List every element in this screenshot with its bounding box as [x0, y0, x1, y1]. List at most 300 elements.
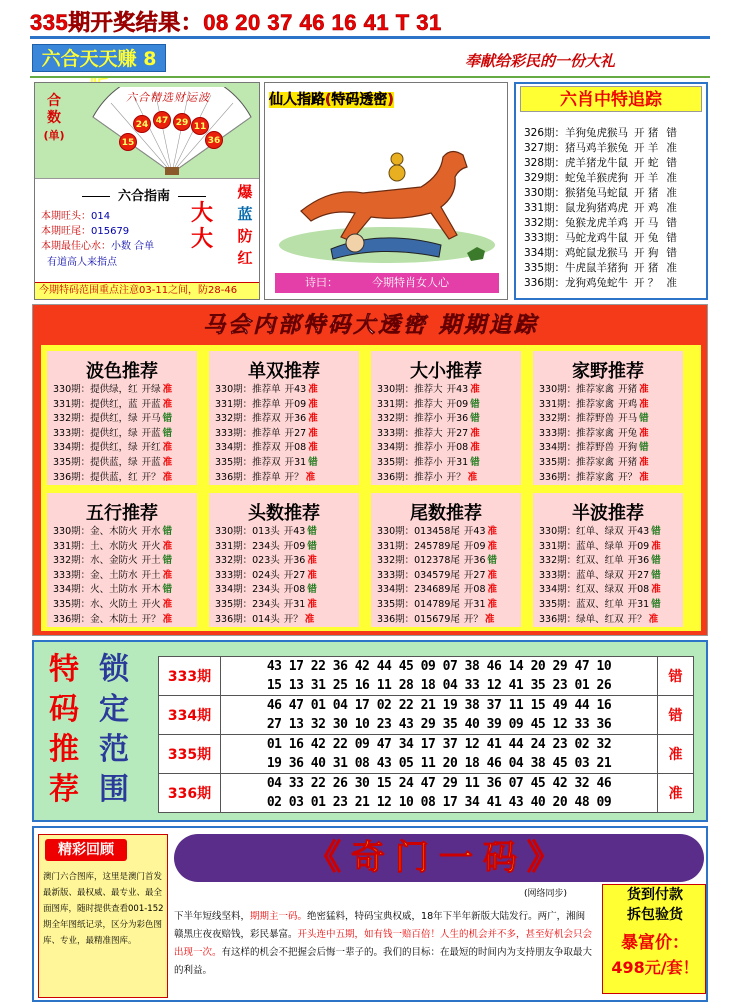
section-title: 马会内部特码大透密 期期追踪 — [203, 312, 539, 338]
lock-period: 336期 — [159, 774, 221, 813]
guide-line — [41, 237, 154, 252]
card-row-pick: 333期：提供红，绿 — [53, 427, 138, 439]
card-row-pick: 336期：金、木防土 — [53, 613, 138, 625]
lock-result: 准 — [658, 774, 694, 813]
zodiac-period: 334期： — [524, 247, 566, 259]
card-row-open: 开09 — [283, 540, 306, 552]
card-row-open: 开43 — [283, 526, 306, 537]
number-ball: 29 — [173, 113, 191, 131]
card-row — [53, 525, 172, 540]
card-row-open: 开马 — [141, 413, 161, 425]
card-row-pick: 333期：蓝单、绿双 — [539, 569, 624, 581]
card-row-pick: 336期：推荐家禽 — [539, 471, 615, 483]
card-row-open: 开09 — [627, 540, 650, 552]
card-row — [539, 569, 661, 584]
card-row-result: 准 — [304, 613, 315, 625]
card-row-pick: 331期：推荐大 — [377, 398, 443, 410]
card-row-result: 准 — [487, 526, 498, 537]
inside-secrets-section — [32, 304, 708, 636]
card-row-result: 错 — [639, 413, 649, 425]
card-title: 大小推荐 — [410, 361, 482, 382]
card-row — [377, 525, 497, 540]
card-row-open: 开蓝 — [141, 456, 161, 468]
cod-line: 拆包验货 — [627, 907, 683, 923]
card-list — [539, 383, 649, 485]
card-row — [53, 412, 172, 427]
zodiac-period: 328期： — [524, 157, 566, 169]
card-row-open: 开31 — [446, 456, 469, 468]
recommend-card — [47, 493, 197, 627]
lock-numbers-line: 01 16 42 22 09 47 34 17 37 12 41 44 24 23 02 32 — [266, 737, 612, 752]
zodiac-row — [524, 171, 704, 186]
bao-column — [235, 181, 255, 269]
lock-row — [159, 696, 694, 735]
guide-line-label: 本期旺尾： — [41, 226, 91, 237]
lock-numbers-line: 02 03 01 23 21 12 10 08 17 34 41 43 40 20 48 09 — [266, 795, 612, 810]
lock-result: 错 — [658, 696, 694, 735]
lock-period: 334期 — [159, 696, 221, 735]
recommend-card — [209, 493, 359, 627]
card-row-pick: 333期：推荐家禽 — [539, 427, 615, 439]
card-row-pick: 331期：推荐单 — [215, 398, 281, 410]
card-row-result: 准 — [307, 598, 317, 610]
card-row-pick: 334期：推荐野兽 — [539, 442, 615, 454]
card-row — [53, 613, 172, 628]
lock-left-char: 荐 — [49, 772, 79, 807]
lock-right-char: 范 — [99, 732, 129, 767]
zodiac-open: 开 蛇 — [634, 157, 659, 169]
big-char: 大 — [191, 227, 214, 252]
card-row-open: 开？ — [283, 613, 303, 625]
card-row-open: 开猪 — [618, 384, 638, 395]
card-row — [215, 554, 317, 569]
card-row-result: 准 — [307, 569, 317, 581]
card-row-pick: 335期：推荐小 — [377, 456, 443, 468]
zodiac-open: 开 狗 — [634, 247, 659, 259]
card-row — [53, 383, 172, 398]
card-row-pick: 330期：推荐大 — [377, 384, 443, 395]
card-row — [215, 412, 318, 427]
card-row-open: 开27 — [283, 569, 306, 581]
card-row-open: 开31 — [283, 598, 306, 610]
lock-numbers — [221, 696, 658, 735]
lock-numbers-line: 27 13 32 30 10 23 43 29 35 40 39 09 45 12 33 36 — [266, 717, 612, 732]
card-row — [215, 525, 317, 540]
card-row-open: 开红 — [141, 442, 161, 454]
card-title: 单双推荐 — [248, 361, 320, 382]
card-row — [539, 525, 661, 540]
card-list — [377, 525, 497, 627]
recommend-card — [47, 351, 197, 485]
card-row-open: 开火 — [141, 540, 161, 552]
desc-part: 绝密猛料，特码宝典权威，18年下半年新版大陆发行。两广，湘闽赣黑庄夜夜赔钱，彩民暴富。 — [174, 911, 586, 940]
card-row — [377, 398, 480, 413]
card-row-open: 开36 — [284, 413, 307, 425]
lock-numbers-line: 15 13 31 25 16 11 28 18 04 33 12 41 35 23 01 26 — [266, 678, 612, 693]
lock-left-label — [44, 650, 84, 810]
zodiac-result: 错 — [666, 127, 677, 139]
card-row-result: 准 — [639, 398, 649, 410]
card-row-result: 准 — [162, 442, 173, 454]
card-row-result: 准 — [467, 471, 478, 483]
recap-title: 精彩回顾 — [45, 839, 127, 861]
recap-body: 澳门六合图库，这里是澳门首发最新版、最权威、最专业、最全面图库，随时提供查看001-152期全年图纸记录，区分为彩色图库、专业，最精准图库。 — [43, 872, 164, 946]
card-row-result: 准 — [162, 613, 173, 625]
card-row-open: 开08 — [463, 584, 486, 596]
panel3-title: 六肖中特追踪 — [520, 86, 702, 112]
card-row — [53, 427, 172, 442]
card-row — [539, 554, 661, 569]
zodiac-result: 准 — [666, 262, 677, 274]
card-row — [53, 569, 172, 584]
zodiac-open: 开 羊 — [634, 142, 659, 154]
card-row-result: 错 — [162, 526, 173, 537]
recommend-grid — [41, 345, 701, 631]
immortal-guide-panel — [264, 82, 508, 300]
number-ball: 36 — [205, 131, 223, 149]
card-row-pick: 330期：013头 — [215, 526, 280, 537]
card-row — [215, 613, 317, 628]
zodiac-open: 开 鸡 — [634, 202, 659, 214]
fan-box — [35, 83, 259, 179]
card-title: 半波推荐 — [572, 503, 644, 524]
card-row-result: 准 — [487, 584, 498, 596]
card-row-open: 开09 — [463, 540, 486, 552]
card-row — [215, 441, 318, 456]
card-row-pick: 333期：推荐单 — [215, 427, 281, 439]
card-row-pick: 333期：金、土防水 — [53, 569, 138, 581]
card-row-open: 开绿 — [141, 384, 161, 395]
zodiac-row — [524, 246, 704, 261]
zodiac-period: 331期： — [524, 202, 566, 214]
card-row-result: 错 — [639, 442, 649, 454]
card-row-result: 错 — [307, 540, 317, 552]
card-row — [539, 441, 649, 456]
lock-left-char: 码 — [49, 692, 79, 727]
card-row-open: 开27 — [627, 569, 650, 581]
zodiac-result: 准 — [666, 187, 677, 199]
lock-right-label — [94, 650, 134, 810]
card-row — [215, 398, 318, 413]
card-row-pick: 332期：推荐小 — [377, 413, 443, 425]
lock-row — [159, 735, 694, 774]
card-row-pick: 333期：034579尾 — [377, 569, 460, 581]
qimen-title: 《奇门一码》 — [307, 838, 571, 878]
card-row-result: 准 — [651, 584, 661, 596]
card-row-open: 开狗 — [618, 442, 638, 454]
six-zodiac-panel — [514, 82, 708, 300]
card-list — [53, 383, 172, 485]
zodiac-row — [524, 126, 704, 141]
card-row-result: 错 — [162, 413, 173, 425]
slogan: 奉献给彩民的一份大礼 — [464, 52, 615, 70]
card-list — [215, 525, 317, 627]
zodiac-period: 329期： — [524, 172, 566, 184]
card-row-result: 错 — [307, 526, 317, 537]
number-ball: 24 — [133, 115, 151, 133]
card-row-pick: 335期：014789尾 — [377, 598, 460, 610]
card-row-open: 开？ — [446, 471, 466, 483]
recommend-card — [371, 351, 521, 485]
liuhe-guide-panel — [34, 82, 260, 300]
card-row-result: 准 — [162, 398, 173, 410]
card-row — [539, 412, 649, 427]
card-row — [377, 554, 497, 569]
lock-table — [158, 656, 694, 813]
zodiac-list — [524, 126, 704, 291]
card-row-open: 开31 — [463, 598, 486, 610]
card-row-result: 准 — [162, 471, 173, 483]
poem-bar — [275, 273, 499, 293]
card-row-result: 准 — [162, 540, 173, 552]
card-row — [377, 569, 497, 584]
zodiac-period: 326期： — [524, 127, 566, 139]
qimen-ad-section — [32, 826, 708, 1002]
card-row-pick: 330期：金、木防火 — [53, 526, 138, 537]
card-row-open: 开09 — [446, 398, 469, 410]
zodiac-result: 准 — [666, 277, 677, 289]
card-row-open: 开43 — [627, 526, 650, 537]
card-list — [377, 383, 480, 485]
zodiac-row — [524, 261, 704, 276]
poem-label: 诗曰： — [305, 276, 338, 289]
card-row-result: 错 — [651, 598, 661, 610]
card-row — [215, 383, 318, 398]
card-row — [377, 412, 480, 427]
zodiac-row — [524, 186, 704, 201]
zodiac-row — [524, 156, 704, 171]
card-row-open: 开08 — [446, 442, 469, 454]
card-row-open: 开27 — [463, 569, 486, 581]
zodiac-set: 虎羊猪龙牛鼠 — [565, 157, 629, 169]
zodiac-result: 错 — [666, 157, 677, 169]
card-title: 尾数推荐 — [410, 503, 482, 524]
card-row — [215, 569, 317, 584]
lottery-result-header: 335期开奖结果：08 20 37 46 16 41 T 31 — [30, 10, 442, 35]
brand-label: 六合天天赚 8 — [32, 44, 166, 72]
card-row-result: 错 — [162, 427, 173, 439]
horse-illustration — [271, 117, 503, 275]
card-row-pick: 331期：推荐家禽 — [539, 398, 615, 410]
card-row — [53, 583, 172, 598]
card-row — [53, 598, 172, 613]
zodiac-open: 开 羊 — [634, 172, 659, 184]
card-row-pick: 332期：红双、红单 — [539, 555, 624, 567]
card-title: 波色推荐 — [86, 361, 158, 382]
card-row — [215, 583, 317, 598]
zodiac-open: 开 马 — [634, 217, 659, 229]
card-row-pick: 334期：推荐双 — [215, 442, 281, 454]
card-row-pick: 336期：推荐小 — [377, 471, 443, 483]
card-title: 五行推荐 — [86, 503, 158, 524]
guide-line-value: 014 — [91, 211, 111, 222]
card-row — [539, 598, 661, 613]
card-row-result: 准 — [639, 384, 649, 395]
card-row — [377, 613, 497, 628]
card-row-open: 开水 — [141, 526, 161, 537]
poem-text: 今期特肖女人心 — [372, 276, 449, 289]
lock-period: 335期 — [159, 735, 221, 774]
lock-left-char: 特 — [49, 652, 79, 687]
card-row-open: 开27 — [284, 427, 307, 439]
lock-period: 333期 — [159, 657, 221, 696]
card-row-pick: 336期：提供蓝，红 — [53, 471, 138, 483]
card-row-open: 开43 — [463, 526, 486, 537]
zodiac-open: 开 ？ — [634, 277, 659, 289]
zodiac-set: 牛虎鼠羊猪狗 — [565, 262, 629, 274]
card-row-result: 准 — [639, 471, 649, 483]
card-row-pick: 332期：水、金防火 — [53, 555, 138, 567]
zodiac-set: 猪马鸡羊猴兔 — [565, 142, 629, 154]
card-row-open: 开27 — [446, 427, 469, 439]
card-row — [53, 471, 172, 486]
card-row-open: 开31 — [284, 456, 307, 468]
card-row-pick: 335期：234头 — [215, 598, 280, 610]
price-label: 暴富价： — [621, 933, 689, 953]
card-row-pick: 332期：推荐野兽 — [539, 413, 615, 425]
card-row-pick: 331期：土、水防火 — [53, 540, 138, 552]
card-row-open: 开鸡 — [618, 398, 638, 410]
card-row — [215, 471, 318, 486]
side-label-char: 合 — [47, 93, 61, 109]
card-row-result: 准 — [484, 613, 495, 625]
card-row-result: 准 — [162, 569, 173, 581]
card-row-pick: 336期：绿单、红双 — [539, 613, 624, 625]
desc-part: 下半年短线坚料， — [174, 911, 251, 922]
card-row — [377, 540, 497, 555]
lock-range-section — [32, 640, 708, 822]
number-ball: 11 — [191, 117, 209, 135]
card-row-pick: 336期：015679尾 — [377, 613, 460, 625]
zodiac-row — [524, 216, 704, 231]
card-row-open: 开36 — [283, 555, 306, 567]
zodiac-open: 开 猪 — [634, 127, 659, 139]
card-row-open: 开43 — [284, 384, 307, 395]
network-sync-label: (网络同步) — [524, 889, 568, 899]
card-row-open: 开兔 — [618, 427, 638, 439]
lock-row — [159, 774, 694, 813]
desc-highlight: 期期主一码。 — [250, 911, 308, 922]
zodiac-set: 兔猴龙虎羊鸡 — [565, 217, 629, 229]
card-row-pick: 334期：234头 — [215, 584, 280, 596]
card-row — [539, 613, 661, 628]
card-row-result: 准 — [487, 598, 498, 610]
card-row-open: 开猪 — [618, 456, 638, 468]
card-row-pick: 332期：023头 — [215, 555, 280, 567]
card-row-pick: 334期：234689尾 — [377, 584, 460, 596]
zodiac-result: 错 — [666, 247, 677, 259]
card-row — [53, 554, 172, 569]
card-row-result: 错 — [470, 413, 480, 425]
zodiac-period: 332期： — [524, 217, 566, 229]
lock-right-char: 锁 — [99, 652, 129, 687]
panel1-footer: 今期特码范围重点注意03-11之间，防28-46 — [35, 282, 259, 299]
side-label-char: 数 — [47, 110, 61, 126]
card-row-open: 开？ — [141, 613, 161, 625]
zodiac-open: 开 猪 — [634, 187, 659, 199]
card-list — [215, 383, 318, 485]
card-row-result: 准 — [305, 471, 316, 483]
card-row-pick: 333期：推荐大 — [377, 427, 443, 439]
card-row — [215, 540, 317, 555]
card-row — [377, 583, 497, 598]
card-row-result: 准 — [308, 398, 318, 410]
card-row — [53, 398, 172, 413]
lock-numbers-line: 04 33 22 26 30 15 24 47 29 11 36 07 45 42 32 46 — [266, 776, 612, 791]
card-row-pick: 332期：推荐双 — [215, 413, 281, 425]
card-row-result: 错 — [308, 456, 318, 468]
lock-right-char: 围 — [99, 772, 129, 807]
card-row-open: 开土 — [141, 569, 161, 581]
zodiac-period: 333期： — [524, 232, 566, 244]
bao-char: 防 — [237, 227, 253, 245]
zodiac-result: 错 — [666, 217, 677, 229]
bao-char: 红 — [237, 249, 253, 267]
lock-row — [159, 657, 694, 696]
card-row-result: 准 — [651, 540, 661, 552]
card-row-open: 开？ — [618, 471, 638, 483]
lock-numbers-line: 46 47 01 04 17 02 22 21 19 38 37 11 15 49 44 16 — [266, 698, 612, 713]
card-row — [377, 456, 480, 471]
card-row-open: 开蓝 — [141, 427, 161, 439]
card-row-result: 准 — [487, 540, 498, 552]
card-row-result: 错 — [651, 569, 661, 581]
zodiac-period: 327期： — [524, 142, 566, 154]
card-row-result: 准 — [470, 384, 480, 395]
card-row — [377, 441, 480, 456]
card-row-pick: 333期：024头 — [215, 569, 280, 581]
card-row-pick: 335期：水、火防土 — [53, 598, 138, 610]
recommend-card — [209, 351, 359, 485]
guide-line-value: 小数 合单 — [111, 241, 155, 252]
card-row — [215, 598, 317, 613]
number-ball: 47 — [153, 111, 171, 129]
zodiac-result: 准 — [666, 172, 677, 184]
zodiac-period: 330期： — [524, 187, 566, 199]
card-row-pick: 334期：提供红，绿 — [53, 442, 138, 454]
card-row — [53, 456, 172, 471]
zodiac-set: 鼠龙狗猪鸡虎 — [565, 202, 629, 214]
card-row-result: 准 — [308, 384, 318, 395]
card-title: 家野推荐 — [572, 361, 644, 382]
card-row — [215, 427, 318, 442]
card-row-pick: 336期：014头 — [215, 613, 280, 625]
card-row — [539, 427, 649, 442]
zodiac-result: 准 — [666, 202, 677, 214]
card-row-result: 准 — [308, 442, 318, 454]
guide-line-label: 本期最佳心水： — [41, 241, 111, 252]
desc-highlight: 开头连中五期，如有钱一赔百倍！人生的机会并不多，甚至好机会只会出现一次。 — [174, 929, 593, 958]
card-row — [377, 471, 480, 486]
zodiac-set: 羊狗兔虎猴马 — [565, 127, 629, 139]
card-row-result: 准 — [470, 427, 480, 439]
card-row — [539, 383, 649, 398]
number-ball: 15 — [119, 133, 137, 151]
lock-result: 准 — [658, 735, 694, 774]
card-row-open: 开马 — [618, 413, 638, 425]
zodiac-period: 335期： — [524, 262, 566, 274]
card-row-result: 错 — [651, 526, 661, 537]
zodiac-set: 鸡蛇鼠龙猴马 — [565, 247, 629, 259]
card-row-open: 开08 — [283, 584, 306, 596]
guide-line-label: 本期旺头： — [41, 211, 91, 222]
card-row-result: 准 — [308, 413, 318, 425]
card-row — [539, 583, 661, 598]
zodiac-open: 开 兔 — [634, 232, 659, 244]
zodiac-set: 蛇兔羊猴虎狗 — [565, 172, 629, 184]
card-row-pick: 330期：推荐单 — [215, 384, 281, 395]
card-row-open: 开？ — [463, 613, 483, 625]
